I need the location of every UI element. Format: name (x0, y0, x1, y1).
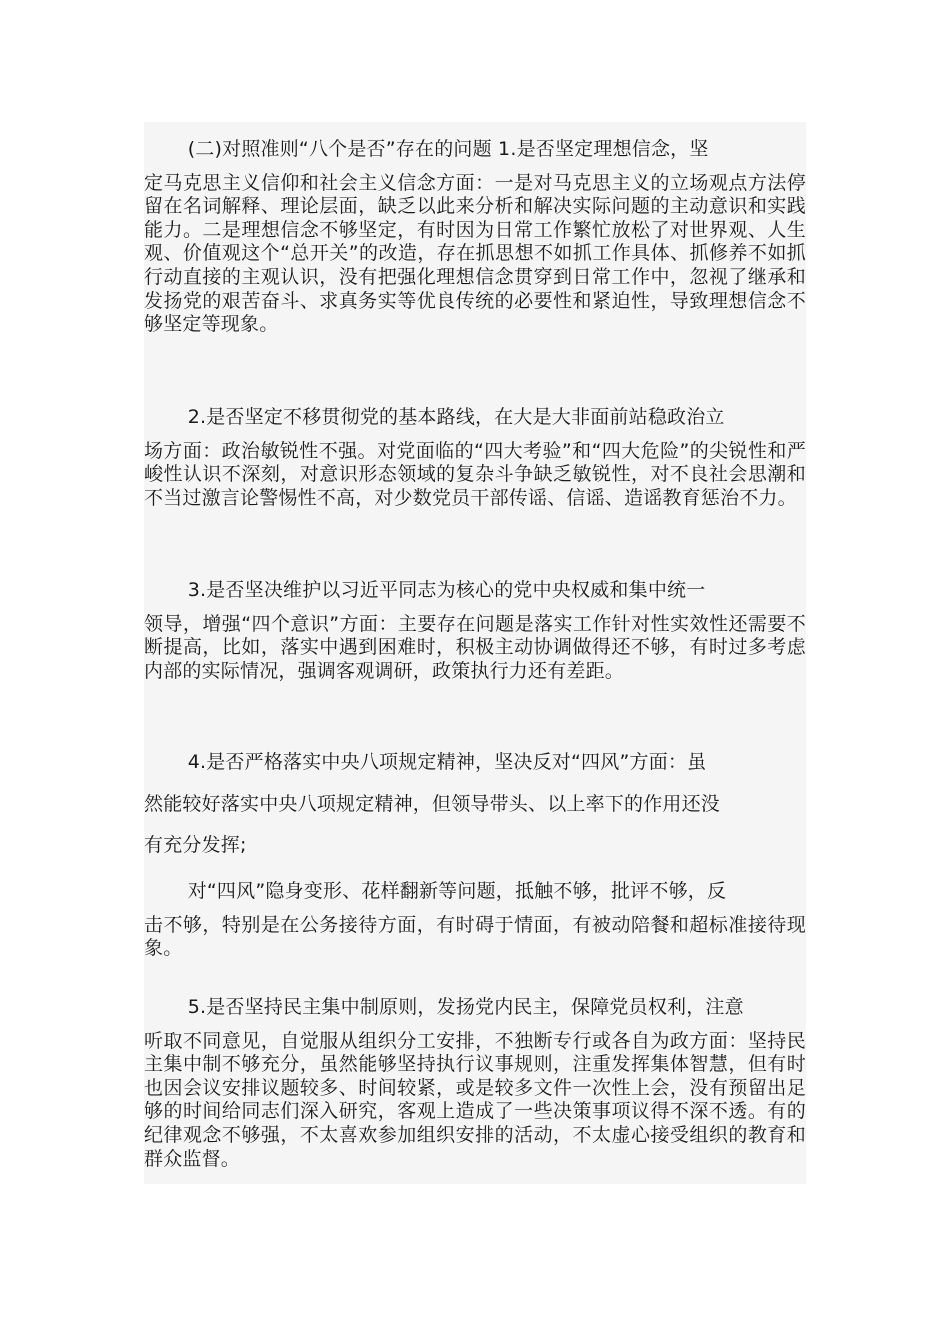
paragraph-line: 有充分发挥; (144, 834, 247, 857)
paragraph-body: 领导，增强“四个意识”方面：主要存在问题是落实工作针对性实效性还需要不断提高，比如，落实中遇到困难时，积极主动协调做得还不够，有时过多考虑内部的实际情况，强调客观调研，政策执行力还有差距。 (144, 612, 806, 682)
paragraph-section-2-item-1 (144, 138, 806, 337)
paragraph-body: 听取不同意见，自觉服从组织分工安排，不独断专行或各自为政方面：坚持民主集中制不够充分，虽然能够坚持执行议事规则，注重发挥集体智慧，但有时也因会议安排议题较多、时间较紧，或是较多文件一次性上会，没有预留出足够的时间给同志们深入研究，客观上造成了一些决策事项议得不深不透。有的纪律观念不够强，不太喜欢参加组织安排的活动，不太虚心接受组织的教育和群众监督。 (144, 1029, 806, 1170)
paragraph-first-line: 3.是否坚决维护以习近平同志为核心的党中央权威和集中统一 (187, 579, 706, 601)
paragraph-item-4 (144, 751, 806, 876)
paragraph-body: 场方面：政治敏锐性不强。对党面临的“四大考验”和“四大危险”的尖锐性和严峻性认识不深刻，对意识形态领域的复杂斗争缺乏敏锐性，对不良社会思潮和不当过激言论警惕性不高，对少数党员干部传谣、信谣、造谣教育惩治不力。 (144, 439, 806, 509)
paragraph-first-line: 对“四风”隐身变形、花样翻新等问题，抵触不够，批评不够，反 (187, 880, 727, 902)
paragraph-line: 然能较好落实中央八项规定精神，但领导带头、以上率下的作用还没 (144, 792, 721, 815)
paragraph-four-winds (144, 880, 806, 961)
paragraph-item-5 (144, 996, 806, 1171)
paragraph-body: 定马克思主义信仰和社会主义信念方面：一是对马克思主义的立场观点方法停留在名词解释、理论层面，缺乏以此来分析和解决实际问题的主动意识和实践能力。二是理想信念不够坚定，有时因为日常工作繁忙放松了对世界观、人生观、价值观这个“总开关”的改造，存在抓思想不如抓工作具体、抓修养不如抓行动直接的主观认识，没有把强化理想信念贯穿到日常工作中，忽视了继承和发扬党的艰苦奋斗、求真务实等优良传统的必要性和紧迫性，导致理想信念不够坚定等现象。 (144, 171, 806, 336)
paragraph-first-line: 2.是否坚定不移贯彻党的基本路线，在大是大非面前站稳政治立 (187, 406, 725, 428)
paragraph-body: 击不够，特别是在公务接待方面，有时碍于情面，有被动陪餐和超标准接待现象。 (144, 913, 806, 960)
paragraph-item-3 (144, 579, 806, 683)
paragraph-item-2 (144, 406, 806, 510)
paragraph-line: 4.是否严格落实中央八项规定精神，坚决反对“四风”方面：虽 (187, 751, 707, 773)
paragraph-first-line: (二)对照准则“八个是否”存在的问题 1.是否坚定理想信念，坚 (187, 138, 709, 160)
paragraph-first-line: 5.是否坚持民主集中制原则，发扬党内民主，保障党员权利，注意 (187, 996, 744, 1018)
